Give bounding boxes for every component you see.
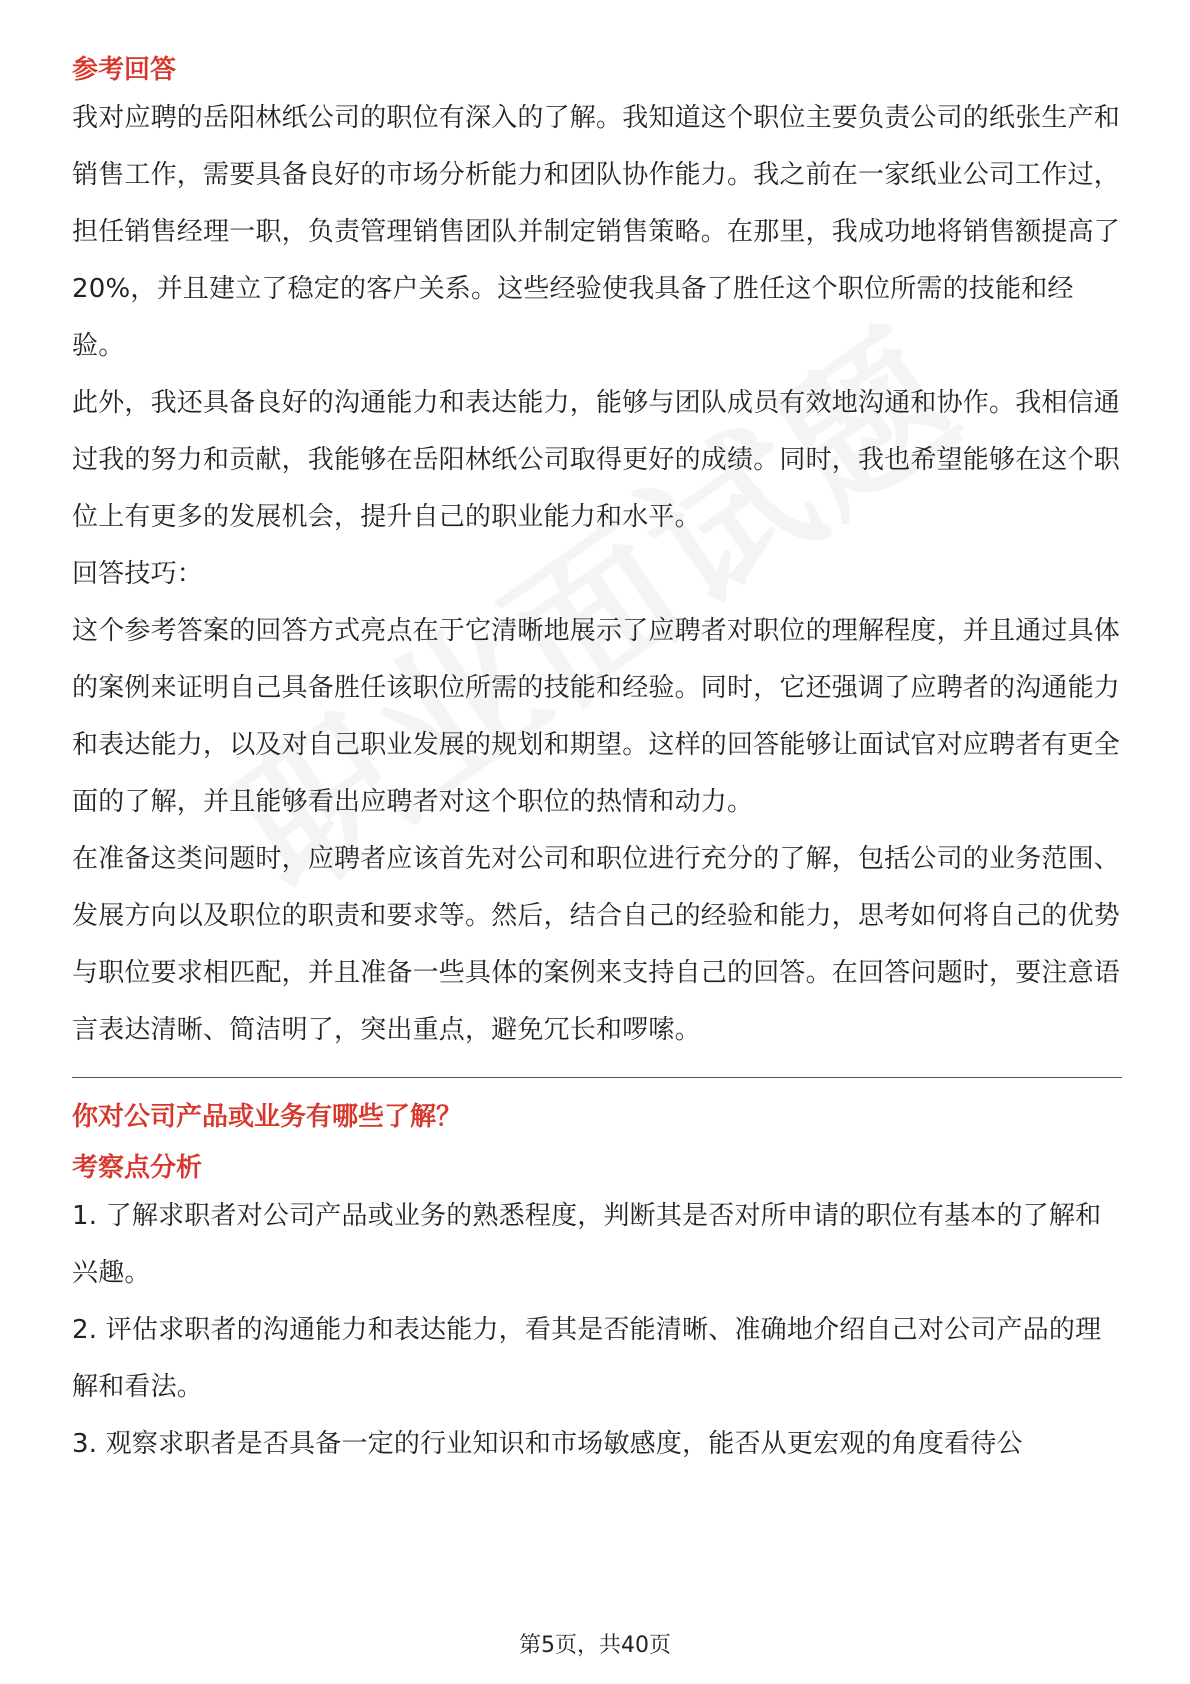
analysis-point: 1. 了解求职者对公司产品或业务的熟悉程度，判断其是否对所申请的职位有基本的了解和兴趣。 [72, 1201, 1102, 1288]
tips-paragraph: 在准备这类问题时，应聘者应该首先对公司和职位进行充分的了解，包括公司的业务范围、发展方向以及职位的职责和要求等。然后，结合自己的经验和能力，思考如何将自己的优势与职位要求相匹配，并且准备一些具体的案例来支持自己的回答。在回答问题时，要注意语言表达清晰、简洁明了，突出重点，避免冗长和啰嗦。 [72, 844, 1121, 1045]
tips-paragraph: 这个参考答案的回答方式亮点在于它清晰地展示了应聘者对职位的理解程度，并且通过具体的案例来证明自己具备胜任该职位所需的技能和经验。同时，它还强调了应聘者的沟通能力和表达能力，以及对自己职业发展的规划和期望。这样的回答能够让面试官对应聘者有更全面的了解，并且能够看出应聘者对这个职位的热情和动力。 [72, 616, 1121, 817]
analysis-heading: 考察点分析 [72, 1153, 203, 1183]
section-divider [72, 1077, 1122, 1078]
analysis-point: 2. 评估求职者的沟通能力和表达能力，看其是否能清晰、准确地介绍自己对公司产品的理解和看法。 [72, 1315, 1102, 1402]
page-content [72, 50, 1122, 1473]
answer-heading: 参考回答 [72, 55, 177, 85]
tips-label: 回答技巧： [72, 559, 204, 589]
page-number: 第5页，共40页 [519, 1633, 671, 1658]
analysis-point: 3. 观察求职者是否具备一定的行业知识和市场敏感度，能否从更宏观的角度看待公 [72, 1429, 1023, 1459]
answer-paragraph: 我对应聘的岳阳林纸公司的职位有深入的了解。我知道这个职位主要负责公司的纸张生产和销售工作，需要具备良好的市场分析能力和团队协作能力。我之前在一家纸业公司工作过，担任销售经理一职，负责管理销售团队并制定销售策略。在那里，我成功地将销售额提高了20%，并且建立了稳定的客户关系。这些经验使我具备了胜任这个职位所需的技能和经验。 [72, 103, 1121, 361]
answer-paragraph: 此外，我还具备良好的沟通能力和表达能力，能够与团队成员有效地沟通和协作。我相信通过我的努力和贡献，我能够在岳阳林纸公司取得更好的成绩。同时，我也希望能够在这个职位上有更多的发展机会，提升自己的职业能力和水平。 [72, 388, 1121, 532]
interview-question: 你对公司产品或业务有哪些了解？ [72, 1102, 463, 1132]
